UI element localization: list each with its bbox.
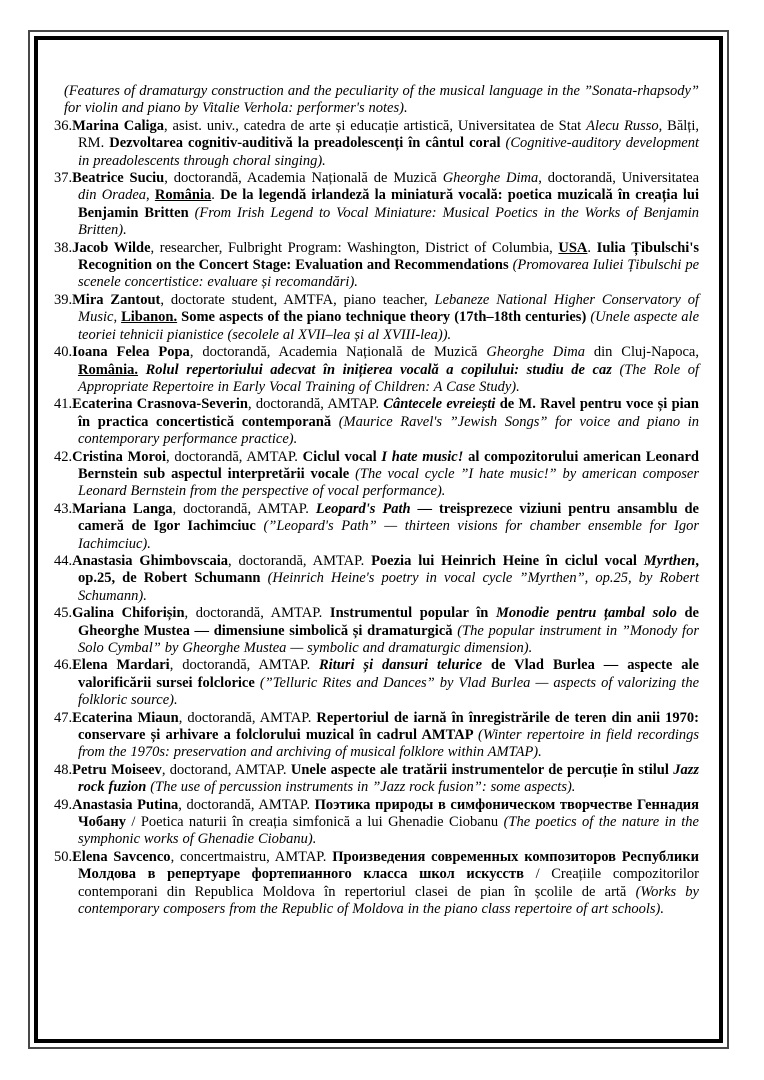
- text-segment: Jacob Wilde: [72, 239, 151, 256]
- text-segment: , doctorandă, AMTAP.: [172, 500, 316, 517]
- continuation-paragraph: [64, 83, 699, 118]
- list-item: [54, 118, 699, 170]
- text-segment: Ciclul vocal: [302, 448, 382, 465]
- text-segment: (”Telluric Rites and Dances” by Vlad Burlea — aspects of valorizing the folkloric source).: [78, 674, 700, 709]
- text-segment: Elena Mardari: [72, 657, 170, 674]
- text-segment: Gheorghe Dima: [442, 170, 539, 187]
- text-segment: I hate music!: [381, 448, 464, 465]
- item-number: 43.: [54, 500, 73, 517]
- item-number: 48.: [54, 761, 73, 778]
- text-segment: (From Irish Legend to Vocal Miniature: Musical Poetics in the Works of Benjamin Britten).: [78, 204, 700, 239]
- text-segment: Anastasia Ghimbovscaia: [72, 552, 229, 569]
- text-segment: Libanon.: [121, 309, 178, 326]
- text-segment: , concertmaistru, AMTAP.: [170, 848, 333, 865]
- item-number: 45.: [54, 605, 73, 622]
- text-segment: Iulia Țibulschi's Recognition on the Concert Stage: Evaluation and Recommendations: [78, 239, 700, 274]
- text-segment: Rolul repertoriului adecvat în inițierea vocală a copilului: studiu de caz: [145, 361, 620, 378]
- item-number: 39.: [54, 291, 73, 308]
- text-segment: Rituri și dansuri telurice: [319, 657, 483, 674]
- text-segment: , researcher, Fulbright Program: Washington, District of Columbia,: [150, 239, 559, 256]
- text-segment: Galina Chiforișin: [72, 605, 185, 622]
- text-segment: Ioana Felea Popa: [72, 344, 190, 361]
- text-segment: (The use of percussion instruments in ”Jazz rock fusion”: some aspects).: [150, 779, 576, 796]
- text-segment: (The vocal cycle ”I hate music!” by american composer Leonard Bernstein from the perspective of vocal performance).: [78, 465, 699, 500]
- text-segment: , doctorandă, AMTAP.: [178, 796, 315, 813]
- text-segment: (Works by contemporary composers from the Republic of Moldova in the piano class repertoire of art schools).: [78, 883, 699, 918]
- text-segment: Monodie pentru țambal solo: [496, 605, 677, 622]
- text-segment: , doctorand, AMTAP.: [161, 761, 291, 778]
- text-segment: , Bălți, RM.: [78, 117, 699, 152]
- text-segment: [138, 362, 146, 378]
- text-segment: (The poetics of the nature in the symphonic works of Ghenadie Ciobanu).: [78, 814, 699, 848]
- item-number: 47.: [54, 709, 73, 726]
- list-item: [54, 501, 699, 553]
- text-segment: , doctorandă, Universitatea: [538, 170, 700, 187]
- text-segment: Gheorghe Dima: [486, 344, 585, 361]
- text-segment: Dezvoltarea cognitiv-auditivă la preadolescenți în cântul coral: [109, 135, 506, 152]
- text-segment: Myrthen: [643, 552, 696, 569]
- text-segment: (Features of dramaturgy construction and the peculiarity of the musical language in the ”Sonata-rhapsody” for violin and piano by Vitalie Verhola: performer's notes).: [64, 83, 699, 117]
- list-item: [54, 657, 699, 709]
- text-segment: (Promovarea Iuliei Țibulschi pe scenele concertistice: evaluare și recomandări).: [78, 257, 700, 291]
- text-segment: USA: [558, 239, 588, 256]
- page-content: [38, 40, 719, 919]
- list-item: [54, 170, 699, 240]
- text-segment: , doctorandă, AMTAP.: [178, 709, 317, 726]
- text-segment: (The popular instrument in ”Monody for Solo Cymbal” by Gheorghe Mustea — symbolic and dramaturgic dimension).: [78, 622, 699, 656]
- text-segment: România: [154, 187, 212, 204]
- list-item: [54, 292, 699, 344]
- list-item: [54, 710, 699, 762]
- text-segment: Anastasia Putina: [72, 796, 179, 813]
- text-segment: Unele aspecte ale tratării instrumentelor de percuție în stilul: [290, 761, 674, 778]
- text-segment: (Maurice Ravel's ”Jewish Songs” for voice and piano in contemporary performance practice).: [78, 413, 699, 448]
- text-segment: Ecaterina Crasnova-Severin: [72, 396, 248, 413]
- text-segment: — treisprezece viziuni pentru ansamblu de cameră de Igor Iachimciuc: [78, 500, 699, 535]
- list-item: [54, 605, 699, 657]
- text-segment: din Cluj-Napoca,: [584, 344, 699, 361]
- item-number: 50.: [54, 848, 73, 865]
- item-number: 40.: [54, 344, 73, 361]
- text-segment: Elena Savcenco: [72, 848, 171, 865]
- text-segment: .: [211, 187, 221, 204]
- text-segment: , doctorandă, Academia Națională de Muzică: [189, 344, 487, 361]
- text-segment: Poezia lui Heinrich Heine în ciclul vocal: [371, 552, 644, 569]
- list-item: [54, 762, 699, 797]
- list-item: [54, 396, 699, 448]
- text-segment: Произведения современных композиторов Республики Молдова в репертуаре фортепианного класса школ искусств: [78, 848, 699, 883]
- item-number: 38.: [54, 239, 73, 256]
- text-segment: .: [587, 239, 597, 256]
- text-segment: Repertoriul de iarnă în înregistrările de teren din anii 1970: conservare și arhivare a folclorului muzical în cadrul AMTAP: [78, 709, 699, 744]
- text-segment: Alecu Russo: [586, 117, 659, 134]
- text-segment: , doctorandă, AMTAP.: [169, 657, 320, 674]
- item-number: 41.: [54, 396, 73, 413]
- text-segment: (Unele aspecte ale teoriei tehnicii pianistice (secolele al XVII–lea și al XVIII-lea)).: [78, 309, 699, 343]
- item-number: 49.: [54, 796, 73, 813]
- text-segment: , op.25, de Robert Schumann: [78, 552, 699, 587]
- text-segment: Jazz rock fuzion: [78, 761, 700, 796]
- text-segment: Cântecele evreiești: [383, 396, 496, 413]
- item-number: 46.: [54, 657, 73, 674]
- text-segment: (Heinrich Heine's poetry in vocal cycle ”Myrthen”, op.25, by Robert Schumann).: [78, 570, 700, 604]
- list-item: [54, 344, 699, 396]
- text-segment: , doctorandă, AMTAP.: [228, 552, 372, 569]
- text-segment: de Vlad Burlea — aspecte ale valorificării sursei folclorice: [78, 657, 699, 691]
- text-segment: / Creațiile compozitorilor contemporani din Republica Moldova în repertoriul clasei de pian în școlile de artă: [78, 866, 700, 900]
- list-item: [54, 797, 699, 849]
- page-border-outer: [28, 30, 729, 1049]
- text-segment: ,: [113, 309, 122, 326]
- text-segment: Lebaneze National Higher Conservatory of Music: [78, 291, 699, 326]
- text-segment: Some aspects of the piano technique theory (17th–18th centuries): [181, 309, 591, 326]
- text-segment: România.: [78, 361, 139, 378]
- text-segment: (Winter repertoire in field recordings from the 1970s: preservation and archiving of musical folklore within AMTAP).: [78, 727, 699, 761]
- text-segment: , doctorate student, AMTFA, piano teacher,: [160, 291, 435, 308]
- text-segment: Leopard's Path: [315, 500, 411, 517]
- item-number: 36.: [54, 117, 73, 134]
- text-segment: de Gheorghe Mustea — dimensiune simbolică și dramaturgică: [78, 605, 699, 639]
- items-list: [54, 118, 699, 919]
- text-segment: ,: [146, 187, 155, 204]
- text-segment: de M. Ravel pentru voce și pian în practica concertistică contemporană: [78, 396, 699, 430]
- text-segment: Mira Zantout: [72, 291, 161, 308]
- text-segment: De la legendă irlandeză la miniatură vocală: poetica muzicală în creația lui Benjamin Britten: [78, 187, 700, 221]
- text-segment: Instrumentul popular în: [329, 605, 497, 622]
- text-segment: , doctorandă, Academia Națională de Muzică: [164, 170, 443, 187]
- list-item: [54, 240, 699, 292]
- text-segment: Ecaterina Miaun: [72, 709, 179, 726]
- list-item: [54, 849, 699, 919]
- list-item: [54, 449, 699, 501]
- text-segment: Mariana Langa: [72, 500, 173, 517]
- page-border-inner: [34, 36, 723, 1043]
- text-segment: al compozitorului american Leonard Bernstein sub aspectul interpretării vocale: [78, 448, 699, 482]
- text-segment: / Poetica naturii în creația simfonică a lui Ghenadie Ciobanu: [126, 814, 504, 831]
- text-segment: , doctorandă, AMTAP.: [184, 605, 330, 622]
- text-segment: Cristina Moroi: [72, 448, 166, 465]
- item-number: 44.: [54, 552, 73, 569]
- text-segment: Beatrice Suciu: [72, 170, 165, 187]
- text-segment: (”Leopard's Path” — thirteen visions for chamber ensemble for Igor Iachimciuc).: [78, 518, 699, 552]
- list-item: [54, 553, 699, 605]
- text-segment: , doctorandă, AMTAP.: [166, 448, 303, 465]
- text-segment: (The Role of Appropriate Repertoire in Early Vocal Training of Children: A Case Study).: [78, 361, 699, 395]
- text-segment: din Oradea: [78, 187, 147, 204]
- text-segment: (Cognitive-auditory development in preadolescents through choral singing).: [78, 135, 700, 169]
- text-segment: Поэтика природы в симфоническом творчестве Геннадия Чобану: [78, 796, 699, 831]
- text-segment: Marina Caliga: [72, 117, 165, 134]
- text-segment: , doctorandă, AMTAP.: [247, 396, 384, 413]
- item-number: 37.: [54, 170, 73, 187]
- text-segment: , asist. univ., catedra de arte și educație artistică, Universitatea de Stat: [164, 117, 587, 134]
- item-number: 42.: [54, 448, 73, 465]
- text-segment: Petru Moiseev: [72, 761, 162, 778]
